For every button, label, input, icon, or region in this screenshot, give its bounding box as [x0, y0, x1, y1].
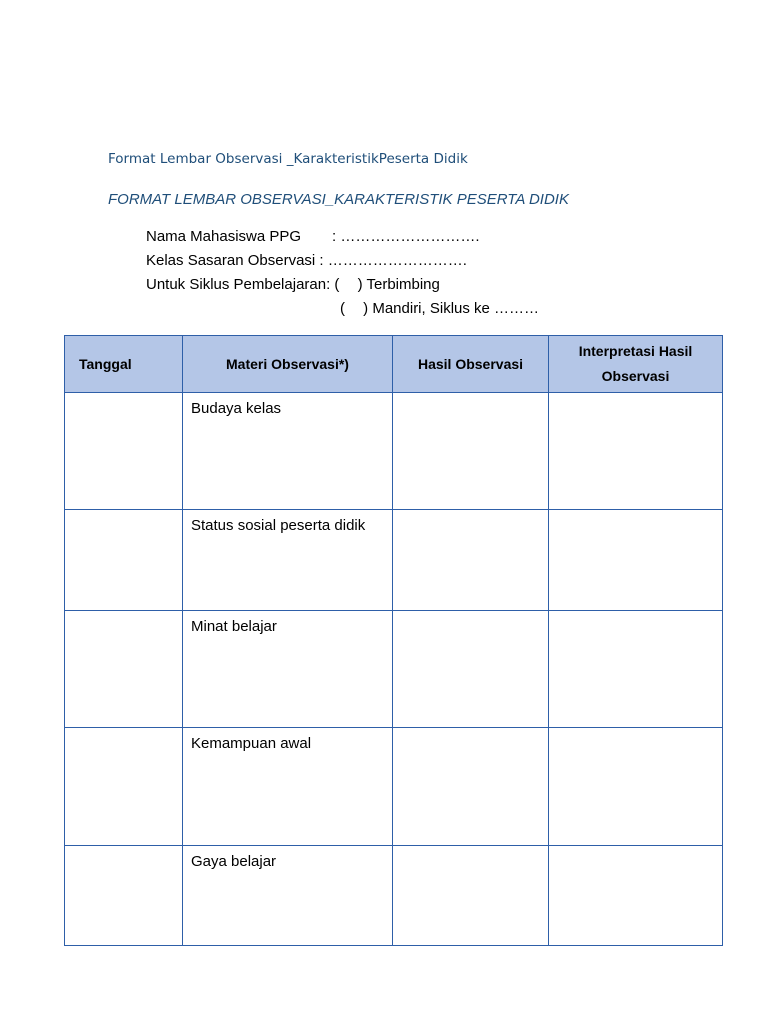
materi-label: Minat belajar: [191, 618, 277, 635]
siklus-label: Untuk Siklus Pembelajaran: (: [146, 276, 340, 293]
siklus-option-terbimbing: ) Terbimbing: [357, 276, 440, 293]
table-row: [65, 728, 723, 846]
document-subheading: FORMAT LEMBAR OBSERVASI_KARAKTERISTIK PESERTA DIDIK: [108, 191, 569, 208]
header-tanggal: Tanggal: [65, 336, 183, 393]
cell-interpretasi[interactable]: [549, 393, 723, 510]
cell-interpretasi[interactable]: [549, 728, 723, 846]
table-row: [65, 611, 723, 728]
cell-hasil[interactable]: [393, 611, 549, 728]
nama-value: : ……………………….: [332, 228, 480, 245]
cell-hasil[interactable]: [393, 846, 549, 946]
table-header-row: [65, 336, 723, 393]
materi-label: Gaya belajar: [191, 853, 277, 870]
nama-label: Nama Mahasiswa PPG: [146, 228, 302, 245]
table-row: [65, 510, 723, 611]
cell-hasil[interactable]: [393, 393, 549, 510]
siklus-option2-open: (: [340, 300, 345, 317]
cell-materi: [183, 846, 393, 946]
header-hasil-observasi: Hasil Observasi: [393, 336, 549, 393]
info-siklus-mandiri-line: [340, 300, 539, 317]
materi-label: Budaya kelas: [191, 400, 282, 417]
header-interpretasi-hasil-observasi: Interpretasi Hasil Observasi: [549, 336, 723, 393]
cell-materi: [183, 510, 393, 611]
materi-label: Status sosial peserta didik: [191, 517, 366, 534]
cell-interpretasi[interactable]: [549, 510, 723, 611]
table-row: [65, 846, 723, 946]
cell-interpretasi[interactable]: [549, 846, 723, 946]
observation-table: [64, 335, 723, 946]
info-kelas-line: [146, 252, 467, 269]
cell-materi: [183, 611, 393, 728]
siklus-option-mandiri: ) Mandiri, Siklus ke ………: [363, 300, 540, 317]
table-row: [65, 393, 723, 510]
info-nama-line: [146, 228, 480, 245]
header-materi-observasi: Materi Observasi*): [183, 336, 393, 393]
cell-interpretasi[interactable]: [549, 611, 723, 728]
cell-materi: [183, 393, 393, 510]
cell-materi: [183, 728, 393, 846]
cell-hasil[interactable]: [393, 728, 549, 846]
kelas-label: Kelas Sasaran Observasi :: [146, 252, 324, 269]
cell-tanggal[interactable]: [65, 728, 183, 846]
document-heading: Format Lembar Observasi _KarakteristikPeserta Didik: [108, 151, 468, 167]
materi-label: Kemampuan awal: [191, 735, 312, 752]
cell-tanggal[interactable]: [65, 611, 183, 728]
cell-hasil[interactable]: [393, 510, 549, 611]
cell-tanggal[interactable]: [65, 393, 183, 510]
cell-tanggal[interactable]: [65, 510, 183, 611]
info-siklus-line: [146, 276, 440, 293]
kelas-value: ……………………….: [327, 252, 467, 269]
cell-tanggal[interactable]: [65, 846, 183, 946]
